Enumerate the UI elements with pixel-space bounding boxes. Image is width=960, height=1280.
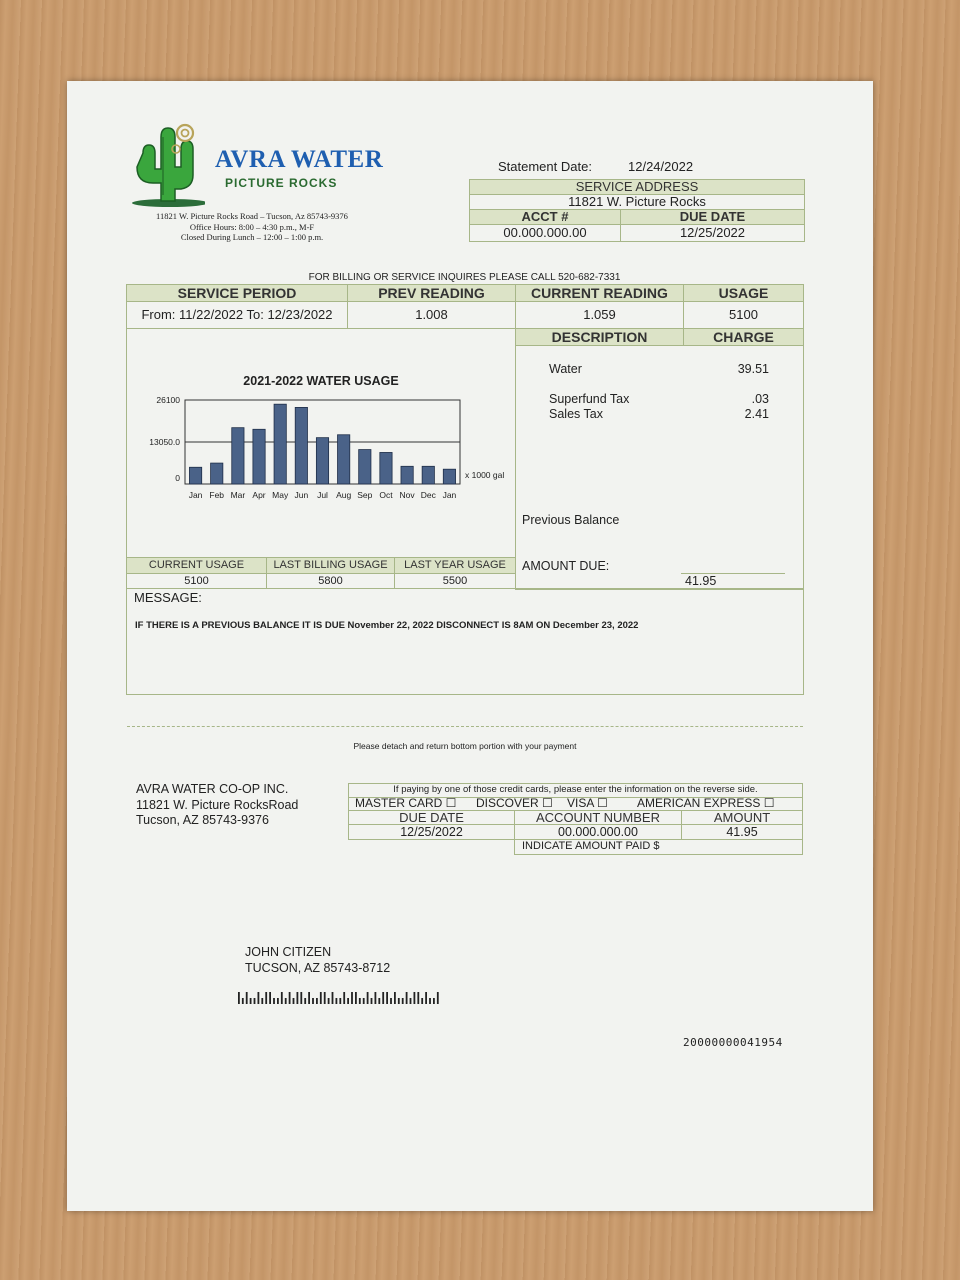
previous-balance-label: Previous Balance: [522, 513, 620, 527]
due-date-value: 12/25/2022: [620, 224, 805, 242]
chart-title: 2021-2022 WATER USAGE: [243, 374, 399, 388]
last-year-usage-header: LAST YEAR USAGE: [394, 557, 516, 574]
service-address-value: 11821 W. Picture Rocks: [469, 194, 805, 210]
usage-bar: [232, 428, 244, 484]
due-date-header: DUE DATE: [620, 209, 805, 225]
cactus-logo-icon: [125, 123, 205, 209]
x-tick-label: Mar: [230, 490, 246, 500]
current-usage-value: 5100: [126, 573, 267, 589]
x-tick-label: Nov: [399, 490, 415, 500]
usage-bar: [274, 404, 286, 484]
usage-bar: [359, 450, 371, 484]
service-period-value: From: 11/22/2022 To: 12/23/2022: [126, 301, 348, 329]
acct-value: 00.000.000.00: [469, 224, 621, 242]
detach-note: Please detach and return bottom portion with your payment: [353, 741, 577, 751]
service-address-header: SERVICE ADDRESS: [469, 179, 805, 195]
charge-amount-superfund: .03: [751, 392, 769, 406]
scanline: 20000000041954: [683, 1036, 783, 1049]
prev-reading-header: PREV READING: [347, 284, 516, 302]
logo-title: AVRA WATER: [215, 146, 384, 173]
current-usage-header: CURRENT USAGE: [126, 557, 267, 574]
y-tick-label: 0: [175, 473, 180, 483]
y-tick-label: 26100: [156, 395, 180, 405]
charge-amount-sales-tax: 2.41: [744, 407, 769, 421]
service-period-header: SERVICE PERIOD: [126, 284, 348, 302]
usage-bar: [189, 467, 201, 484]
detach-line: [127, 726, 803, 727]
x-tick-label: Oct: [379, 490, 393, 500]
x-tick-label: Jan: [188, 490, 203, 500]
stub-account-value: 00.000.000.00: [514, 824, 682, 840]
usage-bar: [211, 463, 223, 484]
x-tick-label: May: [272, 490, 289, 500]
acct-header: ACCT #: [469, 209, 621, 225]
x-tick-label: Feb: [209, 490, 225, 500]
amount-due-label: AMOUNT DUE:: [522, 559, 610, 573]
cc-note: If paying by one of those credit cards, please enter the information on the reverse side.: [393, 784, 758, 795]
remit-city: Tucson, AZ 85743-9376: [136, 813, 269, 827]
prev-reading-value: 1.008: [347, 301, 516, 329]
stub-amount-value: 41.95: [681, 824, 803, 840]
usage-bar: [316, 438, 328, 484]
x-tick-label: Apr: [252, 490, 266, 500]
x-tick-label: Sep: [357, 490, 373, 500]
charge-header: CHARGE: [683, 328, 804, 346]
last-billing-usage-value: 5800: [266, 573, 395, 589]
remit-address: [136, 782, 298, 829]
postal-barcode-icon: [238, 992, 444, 1005]
usage-bar: [443, 469, 455, 484]
x-tick-label: Dec: [420, 490, 436, 500]
remit-street: 11821 W. Picture RocksRoad: [136, 797, 299, 812]
stub-due-date-value: 12/25/2022: [348, 824, 515, 840]
usage-bar: [253, 429, 265, 484]
message-box: [126, 588, 804, 695]
y-tick-label: 13050.0: [149, 437, 180, 447]
logo-subtitle: PICTURE ROCKS: [225, 176, 338, 190]
usage-bar: [422, 466, 434, 484]
usage-value: 5100: [683, 301, 804, 329]
stub-amount-header: AMOUNT: [681, 810, 803, 825]
inquiry-line: FOR BILLING OR SERVICE INQUIRES PLEASE CALL 520-682-7331: [308, 272, 621, 283]
lunch-hours: Closed During Lunch – 12:00 – 1:00 p.m.: [180, 232, 324, 242]
x-tick-label: Aug: [336, 490, 352, 500]
message-text: IF THERE IS A PREVIOUS BALANCE IT IS DUE November 22, 2022 DISCONNECT IS 8AM ON December 23, 2022: [135, 620, 639, 631]
cc-discover[interactable]: DISCOVER ☐: [476, 796, 553, 810]
statement-date-value: 12/24/2022: [628, 159, 694, 174]
last-billing-usage-header: LAST BILLING USAGE: [266, 557, 395, 574]
company-info: [127, 211, 377, 243]
usage-header: USAGE: [683, 284, 804, 302]
amount-paid-label: INDICATE AMOUNT PAID $: [522, 840, 660, 852]
customer-city: TUCSON, AZ 85743-8712: [245, 960, 391, 975]
current-reading-header: CURRENT READING: [515, 284, 684, 302]
cc-american-express[interactable]: AMERICAN EXPRESS ☐: [637, 796, 775, 810]
usage-bar: [380, 452, 392, 484]
customer-address: [245, 945, 390, 976]
office-hours: Office Hours: 8:00 – 4:30 p.m., M-F: [189, 221, 315, 232]
company-address: 11821 W. Picture Rocks Road – Tucson, Az 85743-9376: [156, 211, 348, 221]
stub-account-header: ACCOUNT NUMBER: [514, 810, 682, 825]
statement-date-label: Statement Date:: [498, 159, 592, 174]
charge-label-sales-tax: Sales Tax: [549, 407, 603, 421]
last-year-usage-value: 5500: [394, 573, 516, 589]
bill-paper: [67, 81, 873, 1211]
message-label: MESSAGE:: [134, 590, 202, 605]
cc-visa[interactable]: VISA ☐: [567, 796, 608, 810]
description-header: DESCRIPTION: [515, 328, 684, 346]
unit-label: x 1000 gal: [465, 470, 505, 480]
x-tick-label: Jan: [442, 490, 457, 500]
charge-amount-water: 39.51: [737, 362, 769, 376]
stub-due-date-header: DUE DATE: [348, 810, 515, 825]
current-reading-value: 1.059: [515, 301, 684, 329]
x-tick-label: Jun: [294, 490, 309, 500]
usage-bar: [338, 435, 350, 484]
customer-name: JOHN CITIZEN: [245, 945, 332, 959]
cc-master-card[interactable]: MASTER CARD ☐: [355, 796, 457, 810]
usage-bar: [295, 407, 307, 484]
charge-label-superfund: Superfund Tax: [549, 392, 630, 406]
usage-bar: [401, 466, 413, 484]
amount-due-value: 41.95: [685, 574, 717, 588]
x-tick-label: Jul: [317, 490, 328, 500]
remit-name: AVRA WATER CO-OP INC.: [136, 782, 289, 796]
charge-label-water: Water: [549, 362, 582, 376]
usage-bar-chart: [126, 328, 516, 528]
